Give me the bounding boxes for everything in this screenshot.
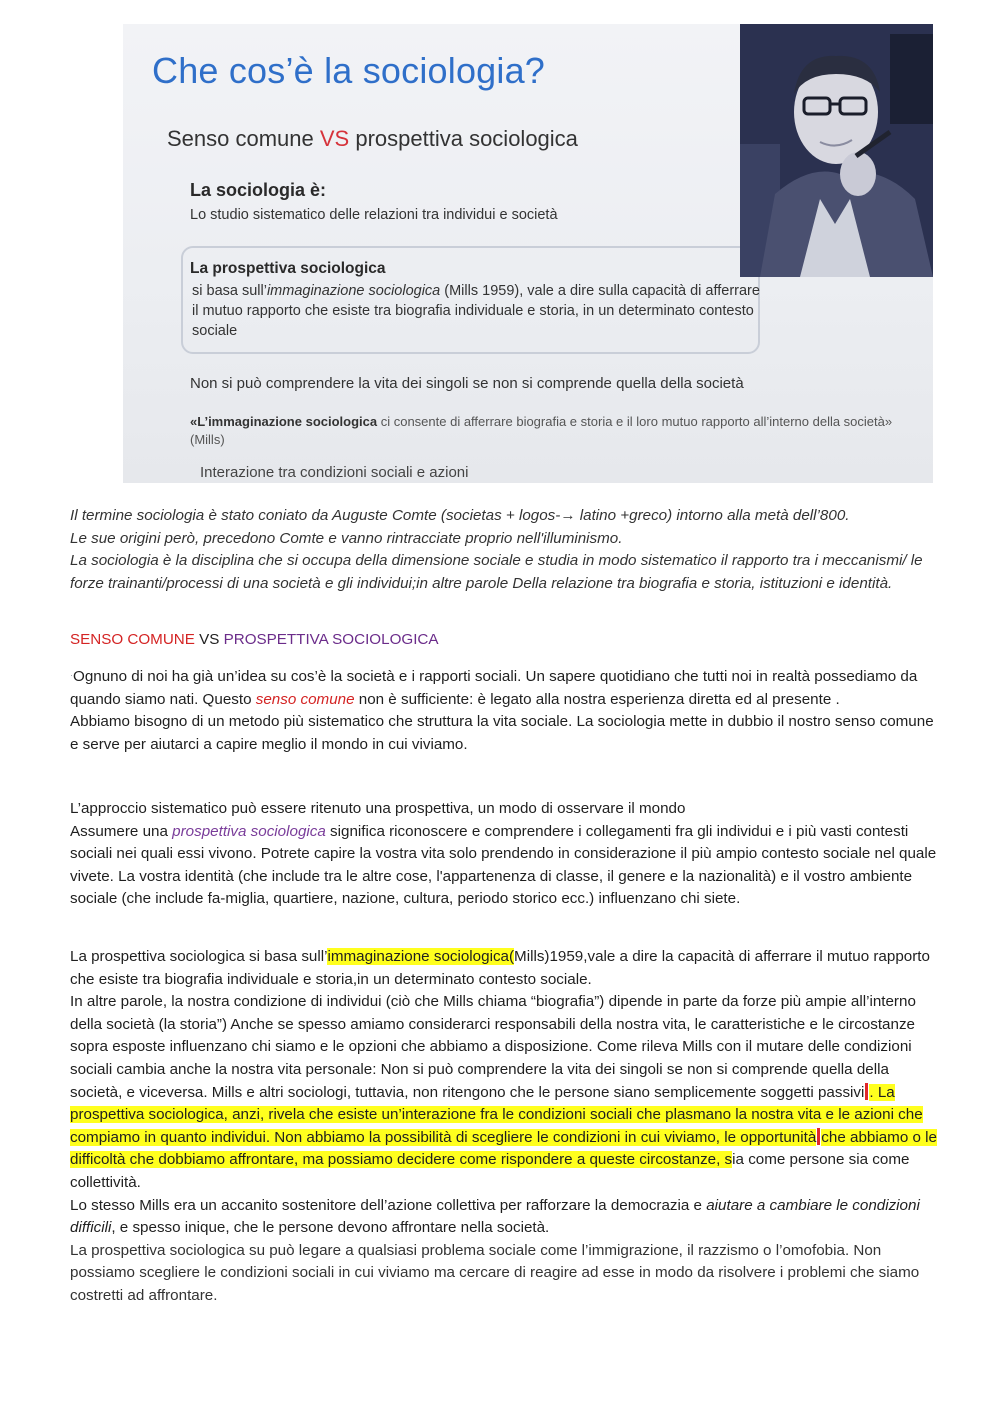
slide-box-text-a: si basa sull’ bbox=[192, 283, 267, 299]
paragraph-immaginazione bbox=[70, 946, 945, 1308]
para3-a: La prospettiva sociologica si basa sull’ bbox=[70, 948, 328, 965]
para3-b: Mills)1959,vale a dire la capacità di afferrare il mutuo rapporto che esiste tra biografia individuale e storia,in un determinato contesto sociale. bbox=[70, 948, 930, 988]
intro-paragraph bbox=[70, 505, 945, 595]
heading-vs: VS bbox=[194, 631, 224, 648]
slide-definition-heading: La sociologia è: bbox=[190, 180, 327, 200]
para3-f: , e spesso inique, che le persone devono affrontare nella società. bbox=[111, 1219, 550, 1237]
para3-d: ia come persone sia come collettività. bbox=[70, 1151, 910, 1191]
text-cursor-mark bbox=[865, 1083, 868, 1100]
slide-quote bbox=[190, 413, 910, 449]
slide-subtitle-a: Senso comune bbox=[167, 126, 320, 151]
para2-text bbox=[70, 821, 945, 911]
para1-c: Abbiamo bisogno di un metodo più sistematico che struttura la vita sociale. La sociologia mette in dubbio il nostro senso comune e serve per aiutarci a capire meglio il mondo in cui viviamo. bbox=[70, 713, 934, 753]
slide-quote-bold: «L’immaginazione sociologica bbox=[190, 414, 378, 429]
slide-interaction-line: Interazione tra condizioni sociali e azioni bbox=[200, 464, 469, 481]
slide-photo bbox=[123, 24, 933, 483]
heading-senso-comune: SENSO COMUNE bbox=[70, 631, 195, 648]
paragraph-prospettiva bbox=[70, 798, 945, 911]
para1-b: non è sufficiente: è legato alla nostra esperienza diretta ed al presente . bbox=[354, 690, 840, 708]
para3-e: Lo stesso Mills era un accanito sostenitore dell’azione collettiva per rafforzare la democrazia e bbox=[70, 1196, 707, 1214]
para3-body bbox=[70, 991, 945, 1194]
para2-c: significa riconoscere e comprendere i collegamenti fra gli individui e i più vasti contesti sociali nei quali essi vivono. Potrete capire la vostra vita solo prendendo in considerazione il più ampio contesto sociale nel quale vivete. La vostra identità (che include tra le altre cose, l'appartenenza di classe, il genere e la nazionalità) e il vostro ambiente sociale (che include fa-miglia, quartiere, nazione, cultura, periodo storico ecc.) influenzano chi siete. bbox=[70, 822, 937, 908]
para2-emphasis: prospettiva sociologica bbox=[172, 822, 326, 840]
para1-text bbox=[70, 664, 945, 711]
mills-portrait-image bbox=[740, 24, 933, 277]
para3-emphasis: aiutare a cambiare le condizioni difficili bbox=[70, 1196, 920, 1237]
slide-box-text bbox=[192, 281, 762, 341]
para3-highlight-3: che abbiamo o le difficoltà che dobbiamo affrontare, ma possiamo decidere come rispondere a queste circostanze, s bbox=[70, 1128, 937, 1169]
heading-prospettiva: PROSPETTIVA SOCIOLOGICA bbox=[223, 631, 439, 648]
para3-g: La prospettiva sociologica su può legare a qualsiasi problema sociale come l’immigrazione, il razzismo o l’omofobia. Non possiamo scegliere le condizioni sociali in cui viviamo ma cercare di reagire ad esse in modo da risolvere i problemi che siamo costretti ad affrontare. bbox=[70, 1241, 920, 1304]
slide-line: Non si può comprendere la vita dei singoli se non si comprende quella della società bbox=[190, 375, 744, 392]
intro-line-1: Il termine sociologia è stato coniato da Auguste Comte (societas + logos-→ latino +greco) intorno alla metà dell’800. bbox=[70, 507, 850, 524]
slide-subtitle-vs: VS bbox=[319, 126, 350, 151]
text-cursor-mark bbox=[817, 1128, 820, 1145]
slide-subtitle bbox=[167, 126, 578, 152]
slide-box-text-b: (Mills 1959), vale a dire sulla capacità di afferrare il mutuo rapporto che esiste tra biografia individuale e storia, in un determinato contesto sociale bbox=[192, 283, 760, 339]
para3-line bbox=[70, 946, 945, 991]
para3-c: In altre parole, la nostra condizione di individui (ciò che Mills chiama “biografia”) dipende in parte da forze più ampie all’interno della società (la storia”) Anche se spesso amiamo considerarci responsabili della nostra vita, le caratteristiche e le circostanze sopra esposte influenzano chi siamo e le opzioni che abbiamo a disposizione. Come rileva Mills con il mutare delle condizioni sociali cambia anche la nostra vita personale: Non si può comprendere la vita dei singoli se non si comprende quella della società, e viceversa. Mills e altri sociologi, tuttavia, non ritengono che le persone siano semplicemente soggetti passivi bbox=[70, 993, 916, 1101]
para3-highlight-2: . La prospettiva sociologica, anzi, rivela che esiste un’interazione fra le condizioni sociali che plasmano la nostra vita e le azioni che compiamo in quanto individui. Non abbiamo la possibilità di scegliere le condizioni in cui viviamo, le opportunità bbox=[70, 1083, 923, 1146]
intro-line-3: La sociologia è la disciplina che si occupa della dimensione sociale e studia in modo sistematico il rapporto tra i meccanismi/ le forze trainanti/processi di una società e gli individui;in altre parole Della relazione tra biografia e storia, istituzioni e identità. bbox=[70, 552, 923, 592]
para2-b: Assumere una bbox=[70, 822, 173, 840]
slide-definition-text: Lo studio sistematico delle relazioni tra individui e società bbox=[190, 207, 558, 223]
bullet-marker: · bbox=[70, 670, 73, 680]
slide-box-text-italic: immaginazione sociologica bbox=[266, 283, 441, 299]
slide-quote-rest: ci consente di afferrare biografia e storia e il loro mutuo rapporto all’interno della società» (Mills) bbox=[190, 414, 893, 447]
para3-mills bbox=[70, 1195, 945, 1240]
para1-a: Ognuno di noi ha già un’idea su cos’è la società e i rapporti sociali. Un sapere quotidiano che tutti noi in realtà possediamo da quando siamo nati. Questo bbox=[70, 668, 918, 708]
intro-line-2: Le sue origini però, precedono Comte e vanno rintracciate proprio nell'illuminismo. bbox=[70, 529, 623, 547]
para3-highlight-1: immaginazione sociologica( bbox=[327, 948, 515, 965]
paragraph-senso-comune bbox=[70, 664, 945, 756]
para1-emphasis: senso comune bbox=[255, 690, 355, 708]
slide-subtitle-b: prospettiva sociologica bbox=[349, 126, 578, 151]
para2-a: L’approccio sistematico può essere ritenuto una prospettiva, un modo di osservare il mondo bbox=[70, 800, 686, 817]
section-heading bbox=[70, 629, 945, 652]
slide-box-heading: La prospettiva sociologica bbox=[190, 260, 386, 277]
slide-title: Che cos’è la sociologia? bbox=[152, 50, 546, 91]
